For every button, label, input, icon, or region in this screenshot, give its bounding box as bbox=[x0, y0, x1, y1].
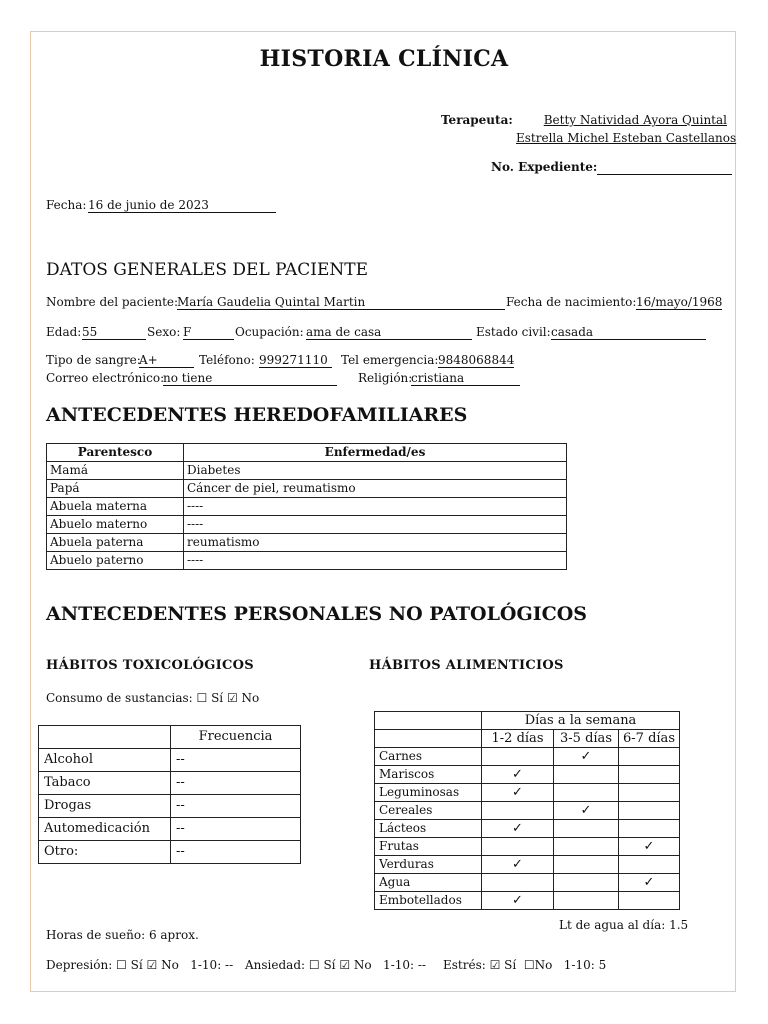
empty-cell bbox=[619, 784, 680, 802]
table-row bbox=[47, 480, 567, 498]
parentesco-cell: Abuela paterna bbox=[47, 534, 184, 552]
depresion-line: Depresión: ☐ Sí ☑ No 1-10: -- bbox=[46, 958, 234, 972]
checkmark-icon: ✓ bbox=[482, 892, 554, 910]
correo-value: no tiene bbox=[163, 371, 337, 386]
sexo-label: Sexo: bbox=[147, 325, 181, 339]
expediente-label: No. Expediente: bbox=[491, 160, 598, 174]
empty-cell bbox=[482, 838, 554, 856]
ocupacion-label: Ocupación: bbox=[235, 325, 304, 339]
sustancia-cell: Drogas bbox=[39, 795, 171, 818]
alimenticios-table bbox=[374, 711, 680, 910]
enfermedad-cell: ---- bbox=[184, 552, 567, 570]
alimento-cell: Agua bbox=[375, 874, 482, 892]
empty-cell bbox=[619, 748, 680, 766]
alimento-cell: Lácteos bbox=[375, 820, 482, 838]
checkmark-icon: ✓ bbox=[482, 766, 554, 784]
table-header-row bbox=[375, 712, 680, 730]
sangre-value: A+ bbox=[139, 353, 194, 368]
empty-cell bbox=[482, 874, 554, 892]
estado-civil-value: casada bbox=[551, 325, 706, 340]
therapist-name-2: Estrella Michel Esteban Castellanos bbox=[516, 131, 737, 145]
empty-cell bbox=[619, 856, 680, 874]
col-dias-semana: Días a la semana bbox=[482, 712, 680, 730]
empty-header-cell bbox=[375, 712, 482, 730]
table-header-row bbox=[47, 444, 567, 462]
alimento-cell: Embotellados bbox=[375, 892, 482, 910]
checkmark-icon: ✓ bbox=[482, 856, 554, 874]
table-row bbox=[47, 516, 567, 534]
enfermedad-cell: ---- bbox=[184, 516, 567, 534]
edad-value: 55 bbox=[82, 325, 146, 340]
emergencia-value: 9848068844 bbox=[438, 353, 515, 367]
table-row bbox=[47, 534, 567, 552]
religion-value: cristiana bbox=[411, 371, 520, 386]
col-1-2-dias: 1-2 días bbox=[482, 730, 554, 748]
emergencia-label: Tel emergencia: bbox=[341, 353, 439, 367]
alimento-cell: Cereales bbox=[375, 802, 482, 820]
table-row bbox=[47, 462, 567, 480]
table-row bbox=[375, 856, 680, 874]
empty-header-cell bbox=[39, 726, 171, 749]
empty-cell bbox=[619, 820, 680, 838]
empty-cell bbox=[482, 802, 554, 820]
estres-line: Estrés: ☑ Sí ☐No 1-10: 5 bbox=[443, 958, 607, 972]
table-row bbox=[375, 748, 680, 766]
nacimiento-value: 16/mayo/1968 bbox=[636, 295, 723, 309]
toxicologicos-heading: HÁBITOS TOXICOLÓGICOS bbox=[46, 658, 254, 673]
alimento-cell: Verduras bbox=[375, 856, 482, 874]
telefono-value: 999271110 bbox=[259, 353, 332, 368]
religion-label: Religión: bbox=[358, 371, 413, 385]
table-row bbox=[47, 498, 567, 516]
table-row bbox=[375, 784, 680, 802]
checkmark-icon: ✓ bbox=[554, 802, 619, 820]
nombre-value: María Gaudelia Quintal Martin bbox=[177, 295, 505, 310]
empty-cell bbox=[554, 784, 619, 802]
frecuencia-cell: -- bbox=[171, 795, 301, 818]
empty-cell bbox=[554, 856, 619, 874]
nacimiento-label: Fecha de nacimiento: bbox=[506, 295, 637, 309]
empty-cell bbox=[554, 892, 619, 910]
empty-header-cell bbox=[375, 730, 482, 748]
agua-al-dia: Lt de agua al día: 1.5 bbox=[559, 918, 689, 932]
toxicologicos-table bbox=[38, 725, 301, 864]
table-row bbox=[39, 818, 301, 841]
table-header-row bbox=[39, 726, 301, 749]
table-row bbox=[375, 820, 680, 838]
checkmark-icon: ✓ bbox=[482, 820, 554, 838]
enfermedad-cell: ---- bbox=[184, 498, 567, 516]
col-6-7-dias: 6-7 días bbox=[619, 730, 680, 748]
empty-cell bbox=[554, 838, 619, 856]
frecuencia-cell: -- bbox=[171, 818, 301, 841]
alimento-cell: Frutas bbox=[375, 838, 482, 856]
parentesco-cell: Papá bbox=[47, 480, 184, 498]
ansiedad-line: Ansiedad: ☐ Sí ☑ No 1-10: -- bbox=[245, 958, 426, 972]
telefono-label: Teléfono: bbox=[199, 353, 255, 367]
empty-cell bbox=[482, 748, 554, 766]
col-frecuencia: Frecuencia bbox=[171, 726, 301, 749]
therapist-label: Terapeuta: bbox=[441, 113, 513, 127]
sexo-value: F bbox=[183, 325, 234, 340]
enfermedad-cell: Diabetes bbox=[184, 462, 567, 480]
col-parentesco: Parentesco bbox=[47, 444, 184, 462]
datos-generales-heading: DATOS GENERALES DEL PACIENTE bbox=[46, 260, 369, 280]
empty-cell bbox=[554, 766, 619, 784]
col-3-5-dias: 3-5 días bbox=[554, 730, 619, 748]
fecha-value: 16 de junio de 2023 bbox=[88, 198, 276, 213]
alimenticios-heading: HÁBITOS ALIMENTICIOS bbox=[369, 658, 564, 673]
fecha-label: Fecha: bbox=[46, 198, 87, 212]
sangre-label: Tipo de sangre: bbox=[46, 353, 141, 367]
no-patologicos-heading: ANTECEDENTES PERSONALES NO PATOLÓGICOS bbox=[46, 603, 587, 625]
checkmark-icon: ✓ bbox=[619, 838, 680, 856]
empty-cell bbox=[554, 874, 619, 892]
sustancia-cell: Alcohol bbox=[39, 749, 171, 772]
therapist-name-1: Betty Natividad Ayora Quintal bbox=[543, 113, 727, 127]
document-title: HISTORIA CLÍNICA bbox=[259, 46, 509, 72]
frecuencia-cell: -- bbox=[171, 772, 301, 795]
table-row bbox=[375, 892, 680, 910]
enfermedad-cell: reumatismo bbox=[184, 534, 567, 552]
table-row bbox=[39, 841, 301, 864]
frecuencia-cell: -- bbox=[171, 749, 301, 772]
table-row bbox=[375, 802, 680, 820]
table-subheader-row bbox=[375, 730, 680, 748]
enfermedad-cell: Cáncer de piel, reumatismo bbox=[184, 480, 567, 498]
col-enfermedad: Enfermedad/es bbox=[184, 444, 567, 462]
table-row bbox=[375, 838, 680, 856]
alimento-cell: Leguminosas bbox=[375, 784, 482, 802]
frecuencia-cell: -- bbox=[171, 841, 301, 864]
empty-cell bbox=[554, 820, 619, 838]
correo-label: Correo electrónico: bbox=[46, 371, 165, 385]
empty-cell bbox=[619, 766, 680, 784]
table-row bbox=[39, 772, 301, 795]
checkmark-icon: ✓ bbox=[482, 784, 554, 802]
empty-cell bbox=[619, 892, 680, 910]
checkmark-icon: ✓ bbox=[554, 748, 619, 766]
parentesco-cell: Abuelo paterno bbox=[47, 552, 184, 570]
empty-cell bbox=[619, 802, 680, 820]
parentesco-cell: Mamá bbox=[47, 462, 184, 480]
table-row bbox=[375, 874, 680, 892]
table-row bbox=[47, 552, 567, 570]
parentesco-cell: Abuela materna bbox=[47, 498, 184, 516]
heredo-heading: ANTECEDENTES HEREDOFAMILIARES bbox=[46, 404, 468, 426]
nombre-label: Nombre del paciente: bbox=[46, 295, 179, 309]
consumo-sustancias: Consumo de sustancias: ☐ Sí ☑ No bbox=[46, 691, 260, 705]
expediente-field bbox=[597, 160, 732, 175]
sustancia-cell: Tabaco bbox=[39, 772, 171, 795]
edad-label: Edad: bbox=[46, 325, 82, 339]
alimento-cell: Mariscos bbox=[375, 766, 482, 784]
table-row bbox=[375, 766, 680, 784]
sustancia-cell: Otro: bbox=[39, 841, 171, 864]
ocupacion-value: ama de casa bbox=[306, 325, 472, 340]
alimento-cell: Carnes bbox=[375, 748, 482, 766]
estado-civil-label: Estado civil: bbox=[476, 325, 551, 339]
parentesco-cell: Abuelo materno bbox=[47, 516, 184, 534]
checkmark-icon: ✓ bbox=[619, 874, 680, 892]
table-row bbox=[39, 795, 301, 818]
sustancia-cell: Automedicación bbox=[39, 818, 171, 841]
horas-sueno: Horas de sueño: 6 aprox. bbox=[46, 928, 199, 942]
table-row bbox=[39, 749, 301, 772]
heredo-table bbox=[46, 443, 567, 570]
